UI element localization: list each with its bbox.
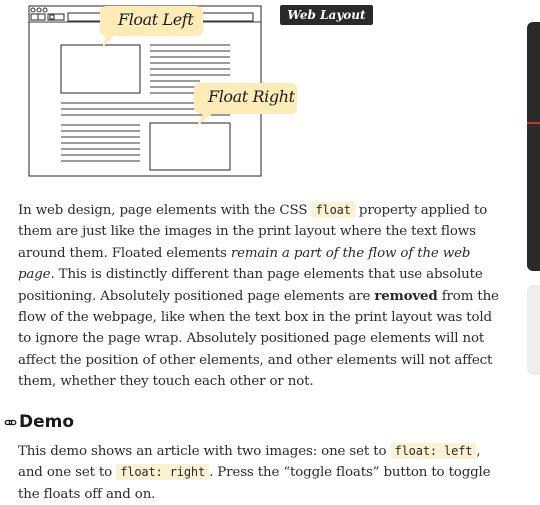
text-run: from the flow of the webpage, like when the text box in the print layout was told to ignore the page wrap. Absolutely positioned page elements will not affect the position of other elements, and other elements will not affect them, whether they touch each other or not. [18,288,499,390]
text-run: . This is distinctly different than page elements that use absolute positioning. Absolutely positioned page elements are [18,267,483,304]
emphasis-text: remain a part of the flow of the web page [18,245,471,283]
float-right-label: Float Right [208,87,295,106]
side-panel-dark-top [527,22,540,122]
inline-code-float-right: float: right [116,464,209,480]
inline-code-float-left: float: left [391,443,477,459]
float-layout-illustration [0,0,540,190]
web-layout-tag: Web Layout [280,5,373,25]
side-panel-light [527,285,540,375]
float-explanation-paragraph [18,200,508,393]
text-run: . Press the “toggle floats” button to toggle the floats off and on. [18,465,491,502]
window-dot-icon [31,8,35,12]
text-run: In web design, page elements with the CSS [18,203,312,218]
window-dot-icon [37,8,41,12]
text-run: property applied to them are just like the images in the print layout where the text flows around them. Floated elements [18,203,488,261]
float-left-label: Float Left [118,10,194,29]
demo-description [18,441,508,505]
demo-heading [4,410,74,434]
bold-text-removed: removed [374,287,438,304]
window-dot-icon [43,8,47,12]
side-panel-dark-bottom [527,124,540,271]
text-run: , and one set to [18,444,481,481]
text-run: This demo shows an article with two images: one set to [18,444,391,459]
demo-paragraph [18,441,508,505]
link-icon[interactable] [4,416,17,429]
article-body [18,200,508,393]
inline-code-float: float [311,202,354,218]
float-right-image-box [150,123,230,170]
float-left-image-box [61,45,140,93]
side-panel-edge [527,22,540,500]
demo-heading-text: Demo [19,412,75,432]
